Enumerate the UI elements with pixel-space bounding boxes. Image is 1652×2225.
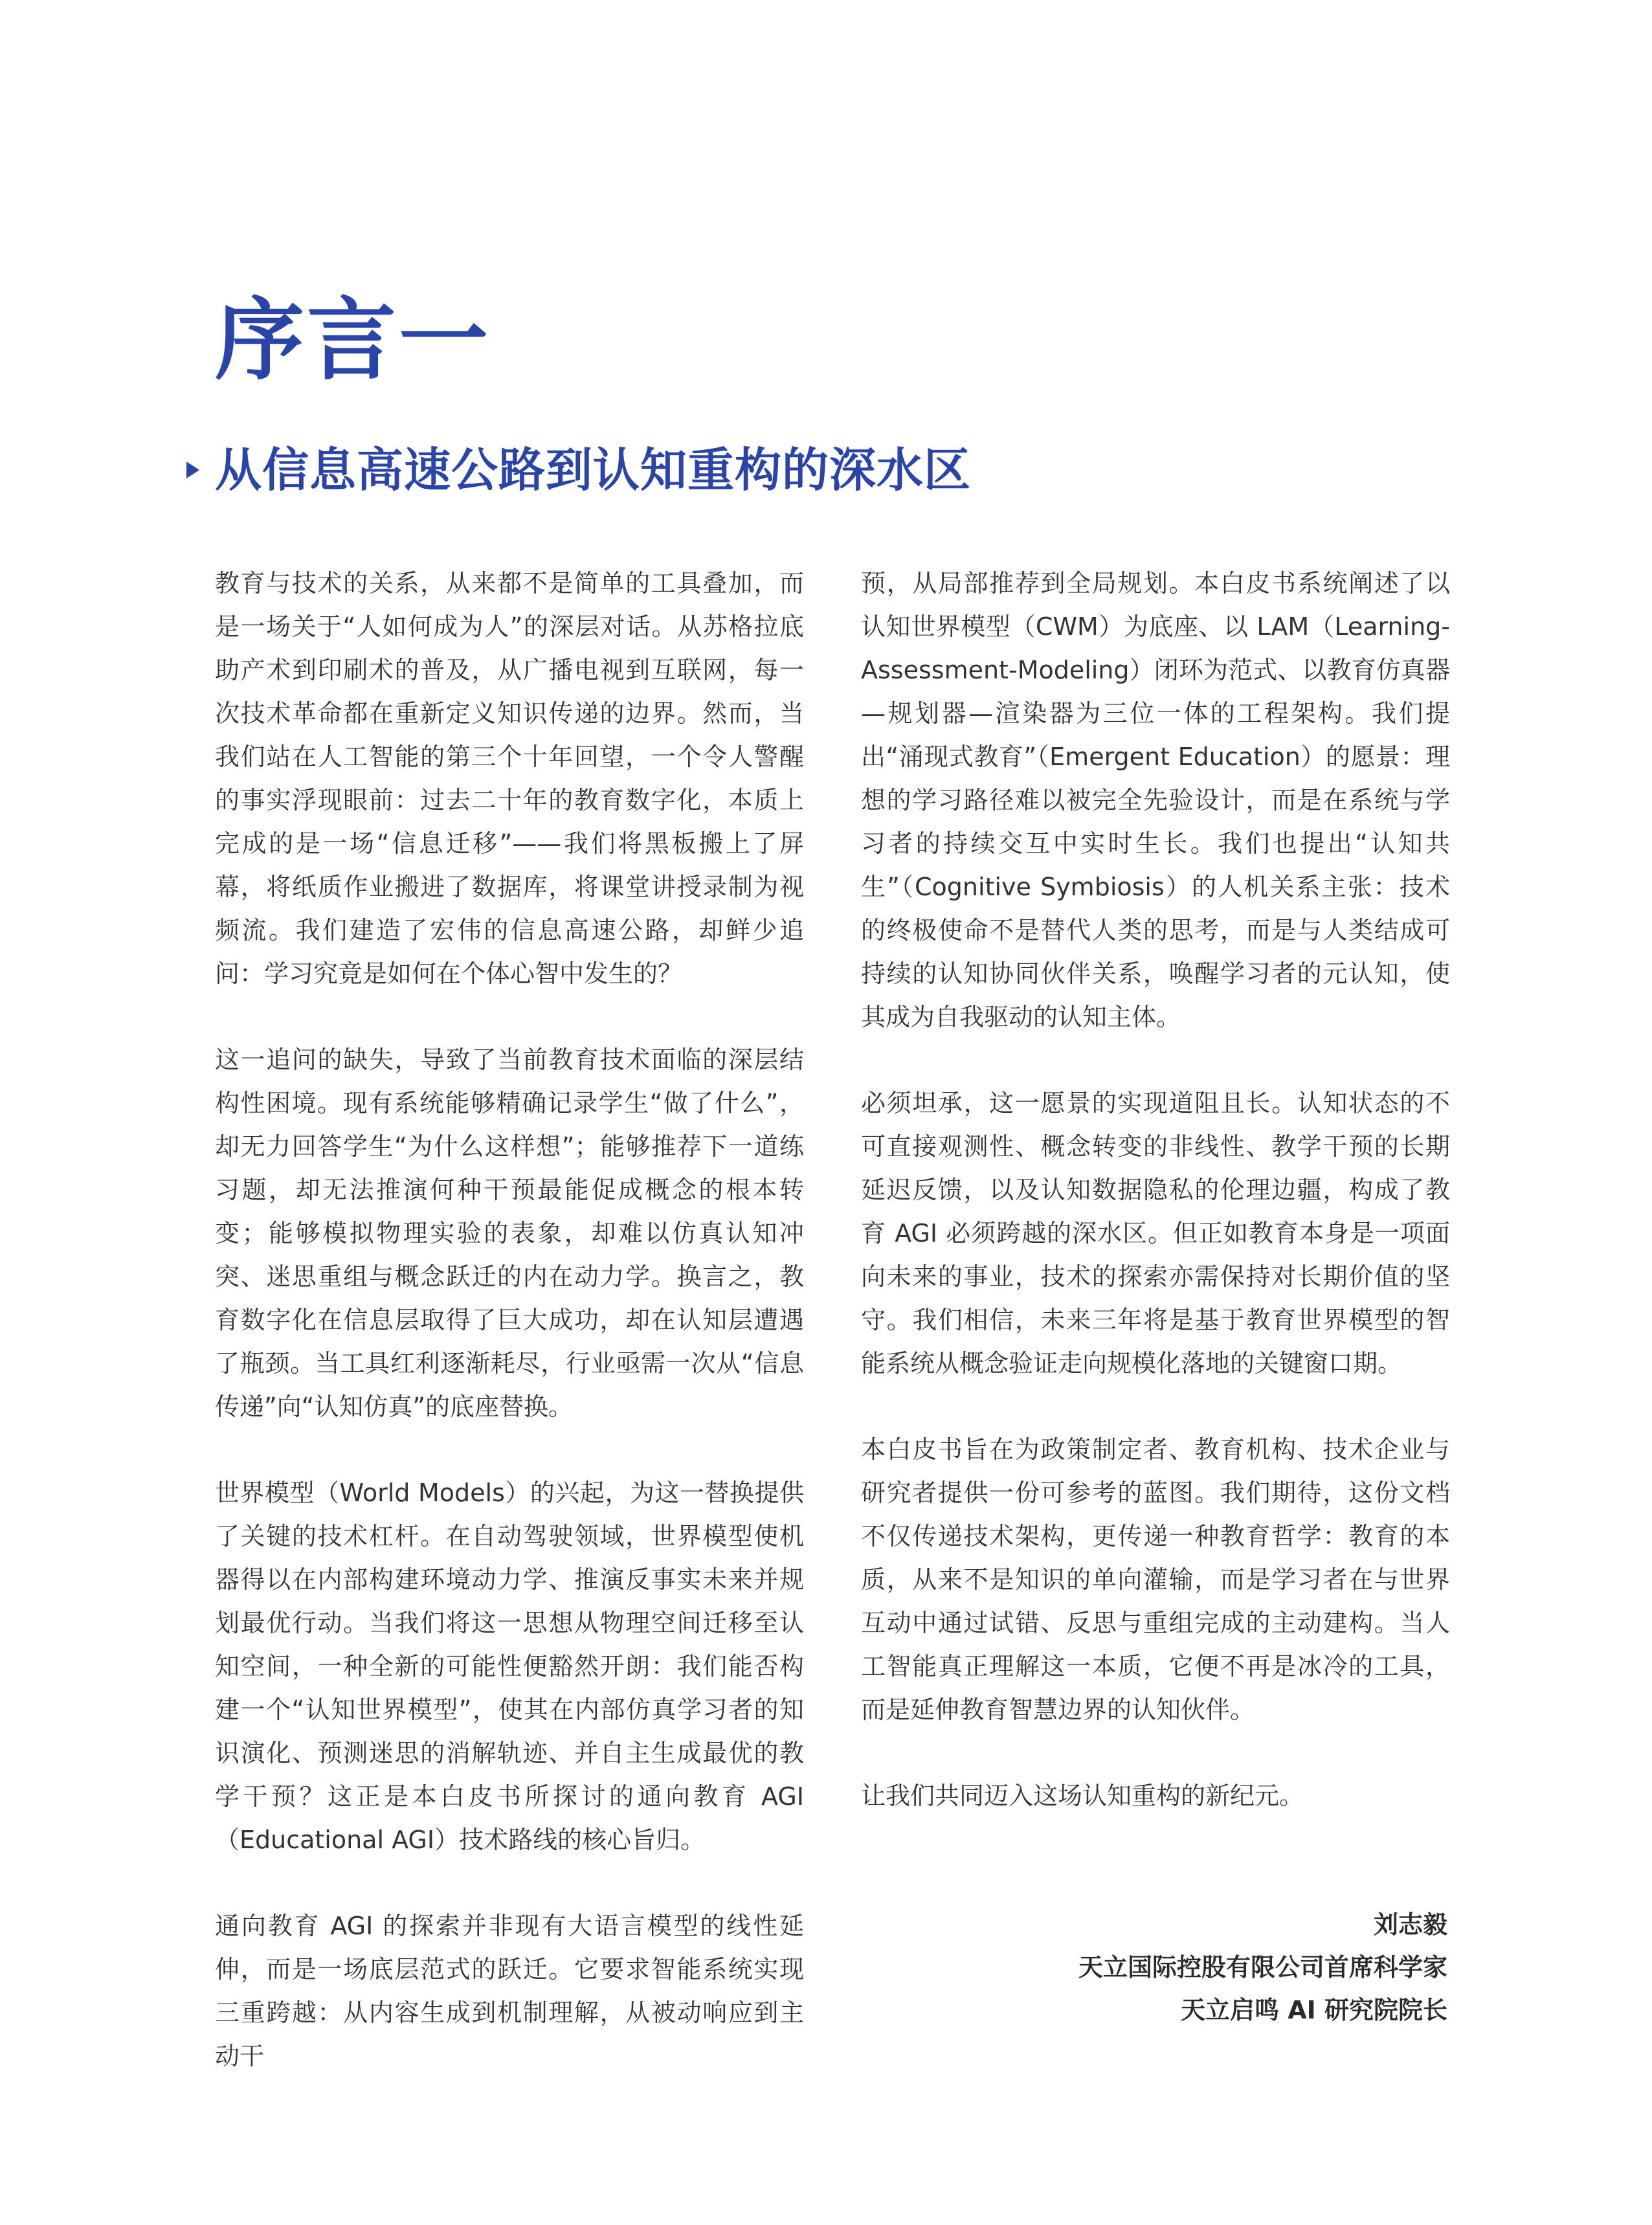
paragraph: 这一追问的缺失，导致了当前教育技术面临的深层结构性困境。现有系统能够精确记录学生“做了什么”，却无力回答学生“为什么这样想”；能够推荐下一道练习题，却无法推演何种干预最能促成概念的根本转变；能够模拟物理实验的表象，却难以仿真认知冲突、迷思重组与概念跃迁的内在动力学。换言之，教育数字化在信息层取得了巨大成功，却在认知层遭遇了瓶颈。当工具红利逐渐耗尽，行业亟需一次从“信息传递”向“认知仿真”的底座替换。 bbox=[215, 1045, 804, 1421]
page-title: 序言一 bbox=[215, 288, 491, 393]
left-column bbox=[215, 562, 804, 2121]
paragraph: 本白皮书旨在为政策制定者、教育机构、技术企业与研究者提供一份可参考的蓝图。我们期待，这份文档不仅传递技术架构，更传递一种教育哲学：教育的本质，从来不是知识的单向灌输，而是学习者在与世界互动中通过试错、反思与重组完成的主动建构。当人工智能真正理解这一本质，它便不再是冰冷的工具，而是延伸教育智慧边界的认知伙伴。 bbox=[861, 1435, 1450, 1724]
signature-block bbox=[1078, 1903, 1447, 2031]
author-title: 天立国际控股有限公司首席科学家 bbox=[1078, 1953, 1447, 1982]
paragraph: 通向教育 AGI 的探索并非现有大语言模型的线性延伸，而是一场底层范式的跃迁。它要求智能系统实现三重跨越：从内容生成到机制理解，从被动响应到主动干 bbox=[215, 1912, 804, 2070]
paragraph: 教育与技术的关系，从来都不是简单的工具叠加，而是一场关于“人如何成为人”的深层对话。从苏格拉底助产术到印刷术的普及，从广播电视到互联网，每一次技术革命都在重新定义知识传递的边界。然而，当我们站在人工智能的第三个十年回望，一个令人警醒的事实浮现眼前：过去二十年的教育数字化，本质上完成的是一场“信息迁移”——我们将黑板搬上了屏幕，将纸质作业搬进了数据库，将课堂讲授录制为视频流。我们建造了宏伟的信息高速公路，却鲜少追问：学习究竟是如何在个体心智中发生的？ bbox=[215, 569, 804, 988]
paragraph: 必须坦承，这一愿景的实现道阻且长。认知状态的不可直接观测性、概念转变的非线性、教学干预的长期延迟反馈，以及认知数据隐私的伦理边疆，构成了教育 AGI 必须跨越的深水区。但正如教育本身是一项面向未来的事业，技术的探索亦需保持对长期价值的坚守。我们相信，未来三年将是基于教育世界模型的智能系统从概念验证走向规模化落地的关键窗口期。 bbox=[861, 1089, 1450, 1378]
triangle-bullet-icon bbox=[186, 462, 199, 478]
author-title: 天立启鸣 AI 研究院院长 bbox=[1180, 1996, 1447, 2024]
right-column bbox=[861, 562, 1450, 1861]
section-heading bbox=[186, 440, 971, 500]
paragraph: 让我们共同迈入这场认知重构的新纪元。 bbox=[861, 1782, 1304, 1810]
paragraph: 预，从局部推荐到全局规划。本白皮书系统阐述了以认知世界模型（CWM）为底座、以 LAM（Learning-Assessment-Modeling）闭环为范式、以教育仿真器—规划器—渲染器为三位一体的工程架构。我们提出“涌现式教育”（Emergent Education）的愿景：理想的学习路径难以被完全先验设计，而是在系统与学习者的持续交互中实时生长。我们也提出“认知共生”（Cognitive Symbiosis）的人机关系主张：技术的终极使命不是替代人类的思考，而是与人类结成可持续的认知协同伙伴关系，唤醒学习者的元认知，使其成为自我驱动的认知主体。 bbox=[861, 569, 1450, 1031]
section-heading-text: 从信息高速公路到认知重构的深水区 bbox=[215, 443, 972, 497]
author-name: 刘志毅 bbox=[1373, 1910, 1447, 1939]
paragraph: 世界模型（World Models）的兴起，为这一替换提供了关键的技术杠杆。在自动驾驶领域，世界模型使机器得以在内部构建环境动力学、推演反事实未来并规划最优行动。当我们将这一思想从物理空间迁移至认知空间，一种全新的可能性便豁然开朗：我们能否构建一个“认知世界模型”，使其在内部仿真学习者的知识演化、预测迷思的消解轨迹、并自主生成最优的教学干预？这正是本白皮书所探讨的通向教育 AGI（Educational AGI）技术路线的核心旨归。 bbox=[215, 1479, 804, 1854]
